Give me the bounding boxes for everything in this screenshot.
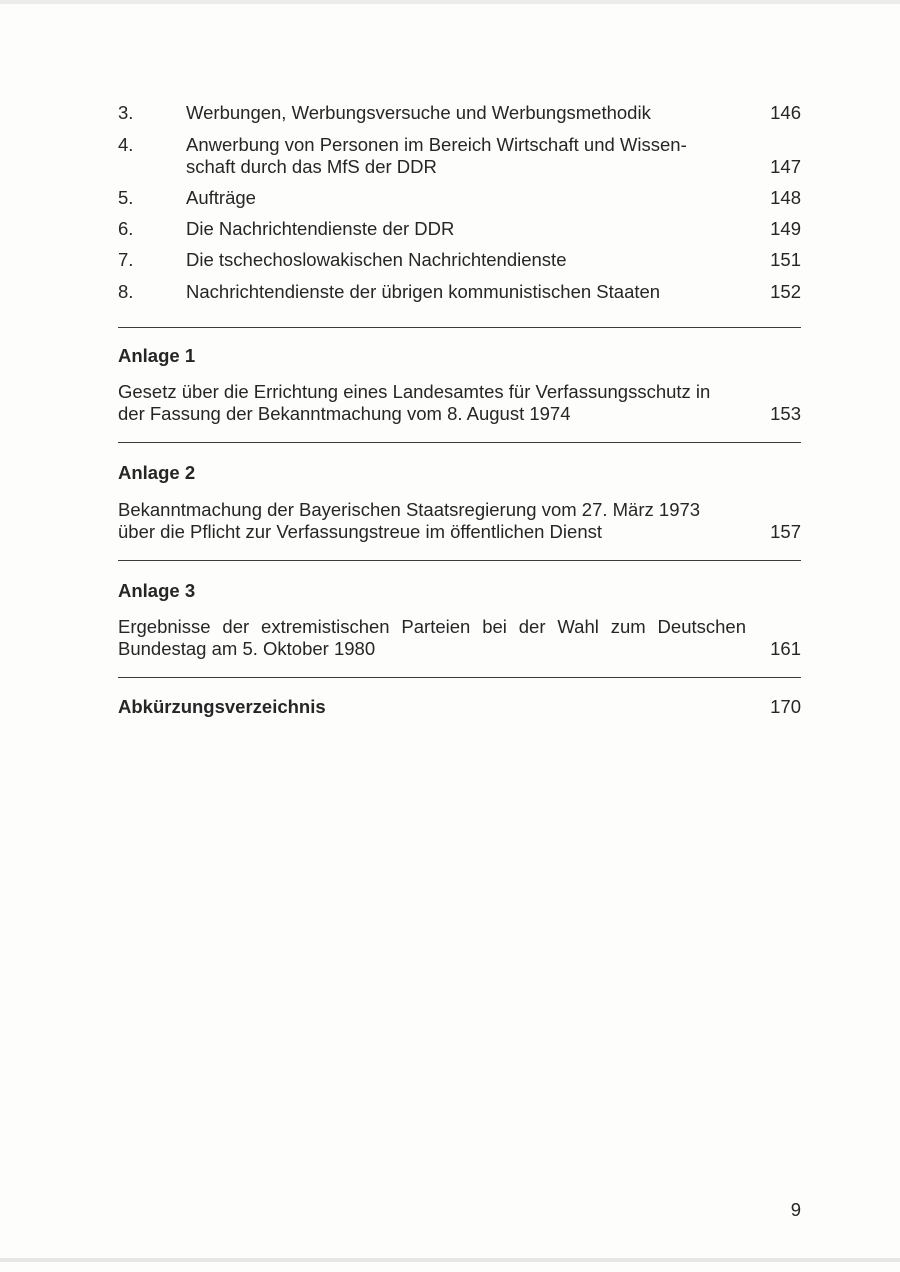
anlage-1-line1: Gesetz über die Errichtung eines Landesamtes für Verfassungsschutz in (118, 381, 711, 402)
toc-entry-number: 3. (118, 102, 134, 123)
toc-entry-title: Die Nachrichtendienste der DDR (186, 218, 455, 239)
toc-entry-number: 4. (118, 134, 134, 155)
anlage-3-line1: Ergebnisse der extremistischen Parteien bei der Wahl zum Deutschen (118, 616, 746, 637)
section-divider (118, 442, 801, 443)
toc-entry-title-line1: Anwerbung von Personen im Bereich Wirtschaft und Wissen- (186, 134, 687, 155)
anlage-1-page: 153 (770, 403, 801, 424)
scan-edge-bottom (0, 1258, 900, 1262)
abbreviations-title: Abkürzungsverzeichnis (118, 696, 326, 717)
anlage-3-entry (118, 616, 801, 660)
toc-entry-4 (118, 134, 801, 178)
anlage-2-entry (118, 499, 801, 543)
anlage-1-line2: der Fassung der Bekanntmachung vom 8. August 1974 (118, 403, 571, 424)
anlage-1-entry (118, 381, 801, 425)
toc-entry-page: 148 (770, 187, 801, 208)
page-number: 9 (790, 1199, 801, 1220)
toc-entry-page: 151 (770, 249, 801, 270)
anlage-3-line2: Bundestag am 5. Oktober 1980 (118, 638, 376, 659)
anlage-2-line2: über die Pflicht zur Verfassungstreue im öffentlichen Dienst (118, 521, 602, 542)
toc-entry-page: 152 (770, 281, 801, 302)
anlage-2-heading: Anlage 2 (118, 462, 196, 483)
toc-entry-title: Nachrichtendienste der übrigen kommunistischen Staaten (186, 281, 661, 302)
toc-entry-title-line2: schaft durch das MfS der DDR (186, 156, 437, 177)
anlage-1-heading: Anlage 1 (118, 345, 196, 366)
toc-entry-number: 7. (118, 249, 134, 270)
abbreviations-page: 170 (770, 696, 801, 717)
toc-entry-page: 149 (770, 218, 801, 239)
anlage-2-page: 157 (770, 521, 801, 542)
toc-entry-number: 5. (118, 187, 134, 208)
scan-edge-top (0, 0, 900, 4)
toc-entry-number: 6. (118, 218, 134, 239)
toc-entry-title: Werbungen, Werbungsversuche und Werbungsmethodik (186, 102, 651, 123)
section-divider (118, 327, 801, 328)
section-divider (118, 560, 801, 561)
anlage-2-line1: Bekanntmachung der Bayerischen Staatsregierung vom 27. März 1973 (118, 499, 701, 520)
toc-entry-number: 8. (118, 281, 134, 302)
toc-entry-page: 146 (770, 102, 801, 123)
anlage-3-page: 161 (770, 638, 801, 659)
section-divider (118, 677, 801, 678)
toc-entry-title: Die tschechoslowakischen Nachrichtendienste (186, 249, 567, 270)
anlage-3-heading: Anlage 3 (118, 580, 196, 601)
toc-entry-title: Aufträge (186, 187, 256, 208)
toc-entry-page: 147 (770, 156, 801, 177)
